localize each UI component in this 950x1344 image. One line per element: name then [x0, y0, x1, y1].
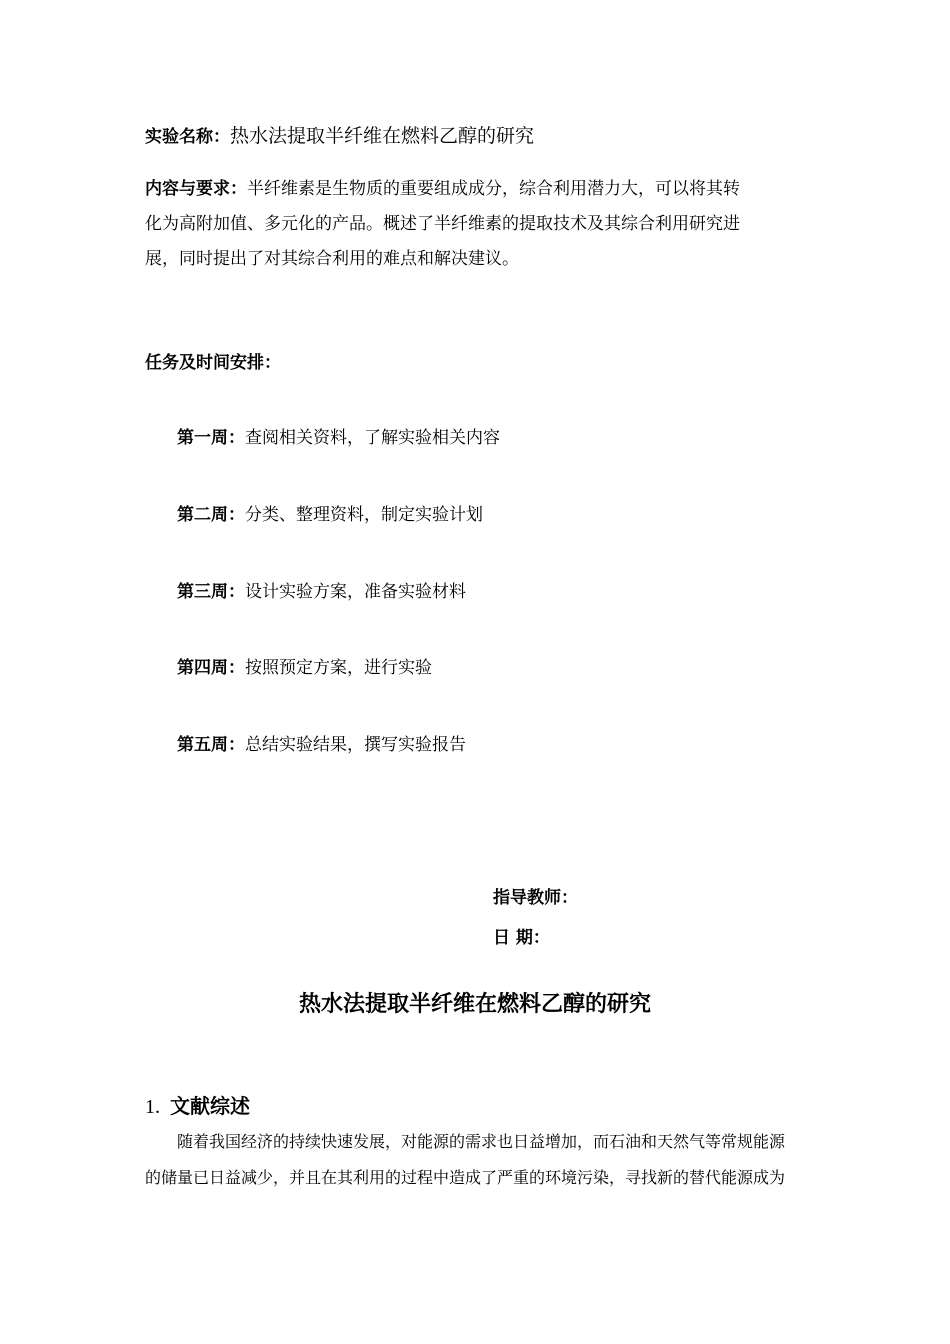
week-label: 第五周： — [177, 735, 245, 755]
schedule-week-4 — [177, 655, 432, 681]
content-requirements — [145, 172, 813, 277]
body-paragraph-line-2: 的储量已日益减少，并且在其利用的过程中造成了严重的环境污染，寻找新的替代能源成为 — [145, 1168, 786, 1187]
week-task: 分类、整理资料，制定实验计划 — [245, 505, 483, 525]
week-label: 第四周： — [177, 658, 245, 678]
body-paragraph-line-1: 随着我国经济的持续快速发展，对能源的需求也日益增加，而石油和天然气等常规能源 — [177, 1132, 786, 1151]
section-heading — [145, 1092, 250, 1121]
paper-title: 热水法提取半纤维在燃料乙醇的研究 — [298, 992, 651, 1017]
experiment-name — [145, 122, 534, 151]
week-label: 第二周： — [177, 505, 245, 525]
week-label: 第一周： — [177, 428, 245, 448]
schedule-week-2 — [177, 502, 483, 528]
section-number: 1. — [145, 1096, 160, 1118]
requirements-line-3: 展，同时提出了对其综合利用的难点和解决建议。 — [145, 249, 519, 269]
requirements-label: 内容与要求： — [145, 179, 247, 199]
schedule-heading: 任务及时间安排： — [145, 353, 281, 373]
schedule-week-1 — [177, 425, 500, 451]
week-task: 总结实验结果，撰写实验报告 — [245, 735, 466, 755]
section-title: 文献综述 — [170, 1094, 250, 1118]
week-task: 按照预定方案，进行实验 — [245, 658, 432, 678]
requirements-line-2: 化为高附加值、多元化的产品。概述了半纤维素的提取技术及其综合利用研究进 — [145, 214, 740, 234]
schedule-week-3 — [177, 579, 466, 605]
week-task: 设计实验方案，准备实验材料 — [245, 582, 466, 602]
advisor-label: 指导教师： — [493, 888, 578, 908]
week-task: 查阅相关资料，了解实验相关内容 — [245, 428, 500, 448]
date-label: 日 期： — [493, 928, 550, 948]
experiment-name-value: 热水法提取半纤维在燃料乙醇的研究 — [230, 125, 535, 147]
experiment-name-label: 实验名称： — [145, 127, 230, 147]
requirements-line-1: 内容与要求：半纤维素是生物质的重要组成成分，综合利用潜力大，可以将其转 — [145, 179, 740, 199]
schedule-week-5 — [177, 732, 466, 758]
week-label: 第三周： — [177, 582, 245, 602]
